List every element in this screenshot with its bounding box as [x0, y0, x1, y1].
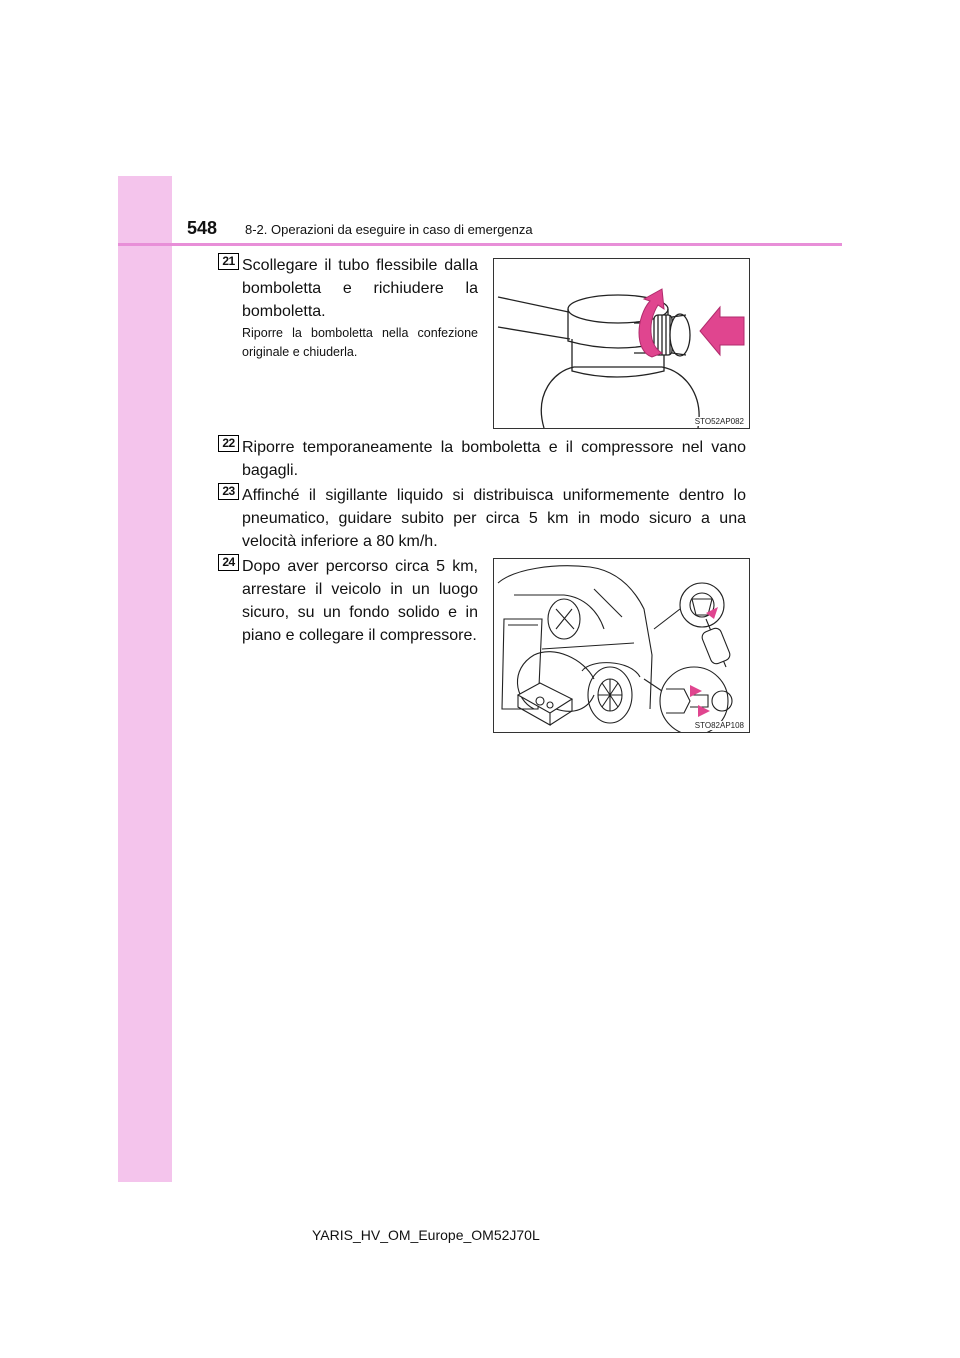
car-compressor-illustration — [494, 559, 749, 732]
section-title: 8-2. Operazioni da eseguire in caso di emergenza — [245, 222, 533, 237]
push-arrow-icon — [700, 307, 744, 355]
step-badge-22: 22 — [218, 435, 239, 452]
figure-connect-compressor — [493, 558, 750, 733]
canister-cap-illustration — [494, 259, 749, 428]
step-badge-23: 23 — [218, 483, 239, 500]
step-22-text: Riporre temporaneamente la bomboletta e il compressore nel vano bagagli. — [242, 439, 746, 479]
figure-code: STO82AP108 — [694, 721, 744, 730]
step-23-text: Affinché il sigillante liquido si distribuisca uniformemente dentro lo pneumatico, guidare subito per circa 5 km in modo sicuro a una velocità inferiore a 80 km/h. — [242, 487, 746, 550]
document-id-footer: YARIS_HV_OM_Europe_OM52J70L — [312, 1227, 540, 1243]
step-badge-24: 24 — [218, 554, 239, 571]
step-21-note: Riporre la bomboletta nella confezione originale e chiuderla. — [242, 326, 478, 359]
figure-disconnect-hose — [493, 258, 750, 429]
figure-code: STO52AP082 — [694, 417, 744, 426]
chapter-sidebar-tab — [118, 176, 172, 1182]
page-number: 548 — [187, 218, 218, 238]
step-badge-21: 21 — [218, 253, 239, 270]
header-rule — [118, 243, 842, 246]
step-21-text: Scollegare il tubo flessibile dalla bomboletta e richiudere la bomboletta. — [242, 257, 478, 320]
step-24-text: Dopo aver percorso circa 5 km, arrestare il veicolo in un luogo sicuro, su un fondo solido e in piano e collegare il compressore. — [242, 558, 478, 644]
